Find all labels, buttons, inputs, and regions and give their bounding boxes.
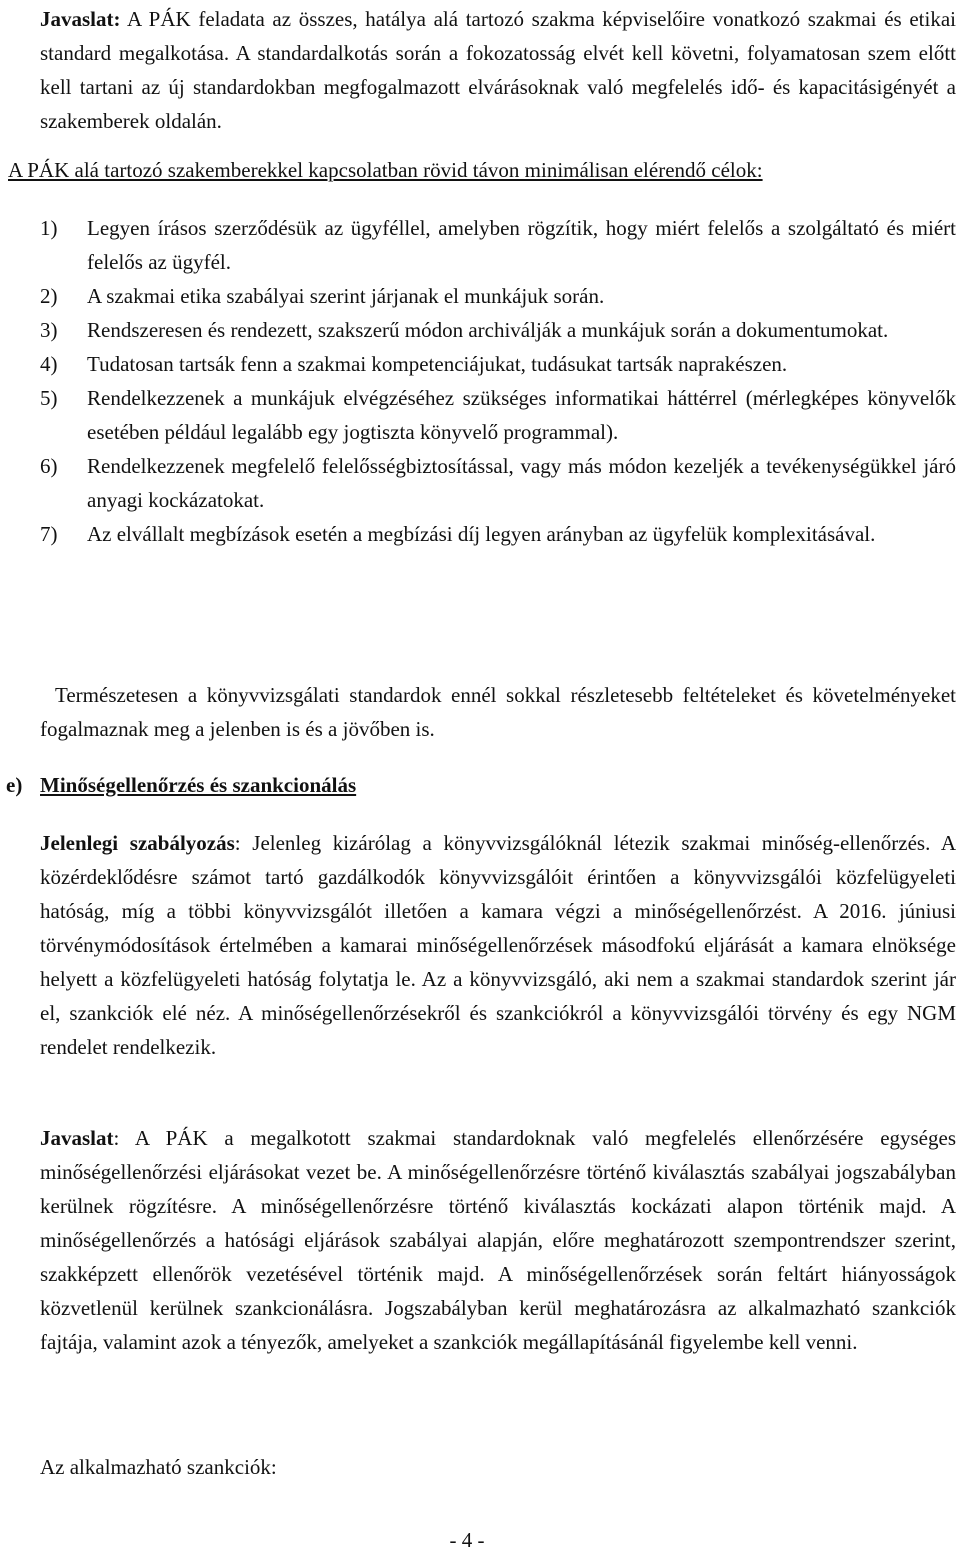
item-text: Rendelkezzenek megfelelő felelősségbiztosítással, vagy más módon kezeljék a tevékenységükkel járó anyagi kockázatokat. (87, 454, 956, 512)
item-text: Az elvállalt megbízások esetén a megbízási díj legyen arányban az ügyfelük komplexitásával. (87, 522, 876, 546)
goals-heading: A PÁK alá tartozó szakemberekkel kapcsolatban rövid távon minimálisan elérendő célok: (8, 158, 763, 182)
goals-list (40, 211, 956, 551)
item-text: Legyen írásos szerződésük az ügyféllel, amelyben rögzítik, hogy miért felelős a szolgáltató és miért felelős az ügyfél. (87, 216, 956, 274)
item-text: A szakmai etika szabályai szerint járjanak el munkájuk során. (87, 284, 605, 308)
current-regulation-label: Jelenlegi szabályozás (40, 831, 235, 855)
list-item (40, 279, 956, 313)
intro-text: A PÁK feladata az összes, hatálya alá tartozó szakma képviselőire vonatkozó szakmai és etikai standard megalkotása. A standardalkotás során a fokozatosság elvét kell követni, folyamatosan szem előtt kell tartani az új standardokban megfogalmazott elvárásoknak való megfelelés idő- és kapacitásigényét a szakemberek oldalán. (40, 7, 956, 133)
sanctions-intro: Az alkalmazható szankciók: (40, 1455, 277, 1479)
list-item (40, 381, 956, 449)
item-number: 4) (40, 352, 58, 376)
list-item (40, 449, 956, 517)
list-item (40, 211, 956, 279)
item-number: 6) (40, 454, 58, 478)
section-letter: e) (6, 773, 23, 797)
item-number: 1) (40, 216, 58, 240)
current-regulation-paragraph (40, 826, 956, 1064)
current-regulation-text: : Jelenleg kizárólag a könyvvizsgálóknál létezik szakmai minőség-ellenőrzés. A közérdeklődésre számot tartó gazdálkodók könyvvizsgálóit érintően a könyvvizsgálói közfelügyeleti hatóság, míg a többi könyvvizsgálót illetően a kamara végzi a minőségellenőrzést. A 2016. júniusi törvénymódosítások értelmében a kamarai minőségellenőrzések másodfokú eljárását a kamara elnöksége helyett a közfelügyeleti hatóság folytatja le. Az a könyvvizsgáló, aki nem a szakmai standardok szerint jár el, szankciók elé néz. A minőségellenőrzésekről és szankciókról a könyvvizsgálói törvény és egy NGM rendelet rendelkezik. (40, 831, 956, 1059)
item-number: 5) (40, 386, 58, 410)
proposal-text: : A PÁK a megalkotott szakmai standardoknak való megfelelés ellenőrzésére egységes minőségellenőrzési eljárásokat vezet be. A minőségellenőrzésre történő kiválasztás szabályai jogszabályban kerülnek rögzítésre. A minőségellenőrzésre történő kiválasztás kockázati alapon történik majd. A minőségellenőrzés a hatósági eljárások szabályai alapján, előre meghatározott szempontrendszer szerint, szakképzett ellenőrök vezetésével történik majd. A minőségellenőrzések során feltárt hiányosságok közvetlenül kerülnek szankcionálásra. Jogszabályban kerül meghatározásra az alkalmazható szankciók fajtája, valamint azok a tényezők, amelyeket a szankciók megállapításánál figyelembe kell venni. (40, 1126, 956, 1354)
item-number: 7) (40, 522, 58, 546)
item-text: Tudatosan tartsák fenn a szakmai kompetenciájukat, tudásukat tartsák naprakészen. (87, 352, 788, 376)
intro-paragraph (40, 2, 956, 138)
proposal-label: Javaslat (40, 1126, 114, 1150)
page-number: - 4 - (449, 1528, 485, 1552)
item-number: 2) (40, 284, 58, 308)
section-title: Minőségellenőrzés és szankcionálás (40, 773, 357, 797)
intro-label: Javaslat: (40, 7, 121, 31)
list-item (40, 517, 956, 551)
item-text: Rendelkezzenek a munkájuk elvégzéséhez szükséges informatikai háttérrel (mérlegképes könyvelők esetében például legalább egy jogtiszta könyvelő programmal). (87, 386, 956, 444)
item-text: Rendszeresen és rendezett, szakszerű módon archiválják a munkájuk során a dokumentumokat. (87, 318, 889, 342)
item-number: 3) (40, 318, 58, 342)
list-item (40, 313, 956, 347)
list-item (40, 347, 956, 381)
section-heading (6, 768, 356, 802)
closing-note: Természetesen a könyvvizsgálati standardok ennél sokkal részletesebb feltételeket és követelményeket fogalmaznak meg a jelenben is és a jövőben is. (40, 683, 956, 741)
proposal-paragraph (40, 1121, 956, 1359)
